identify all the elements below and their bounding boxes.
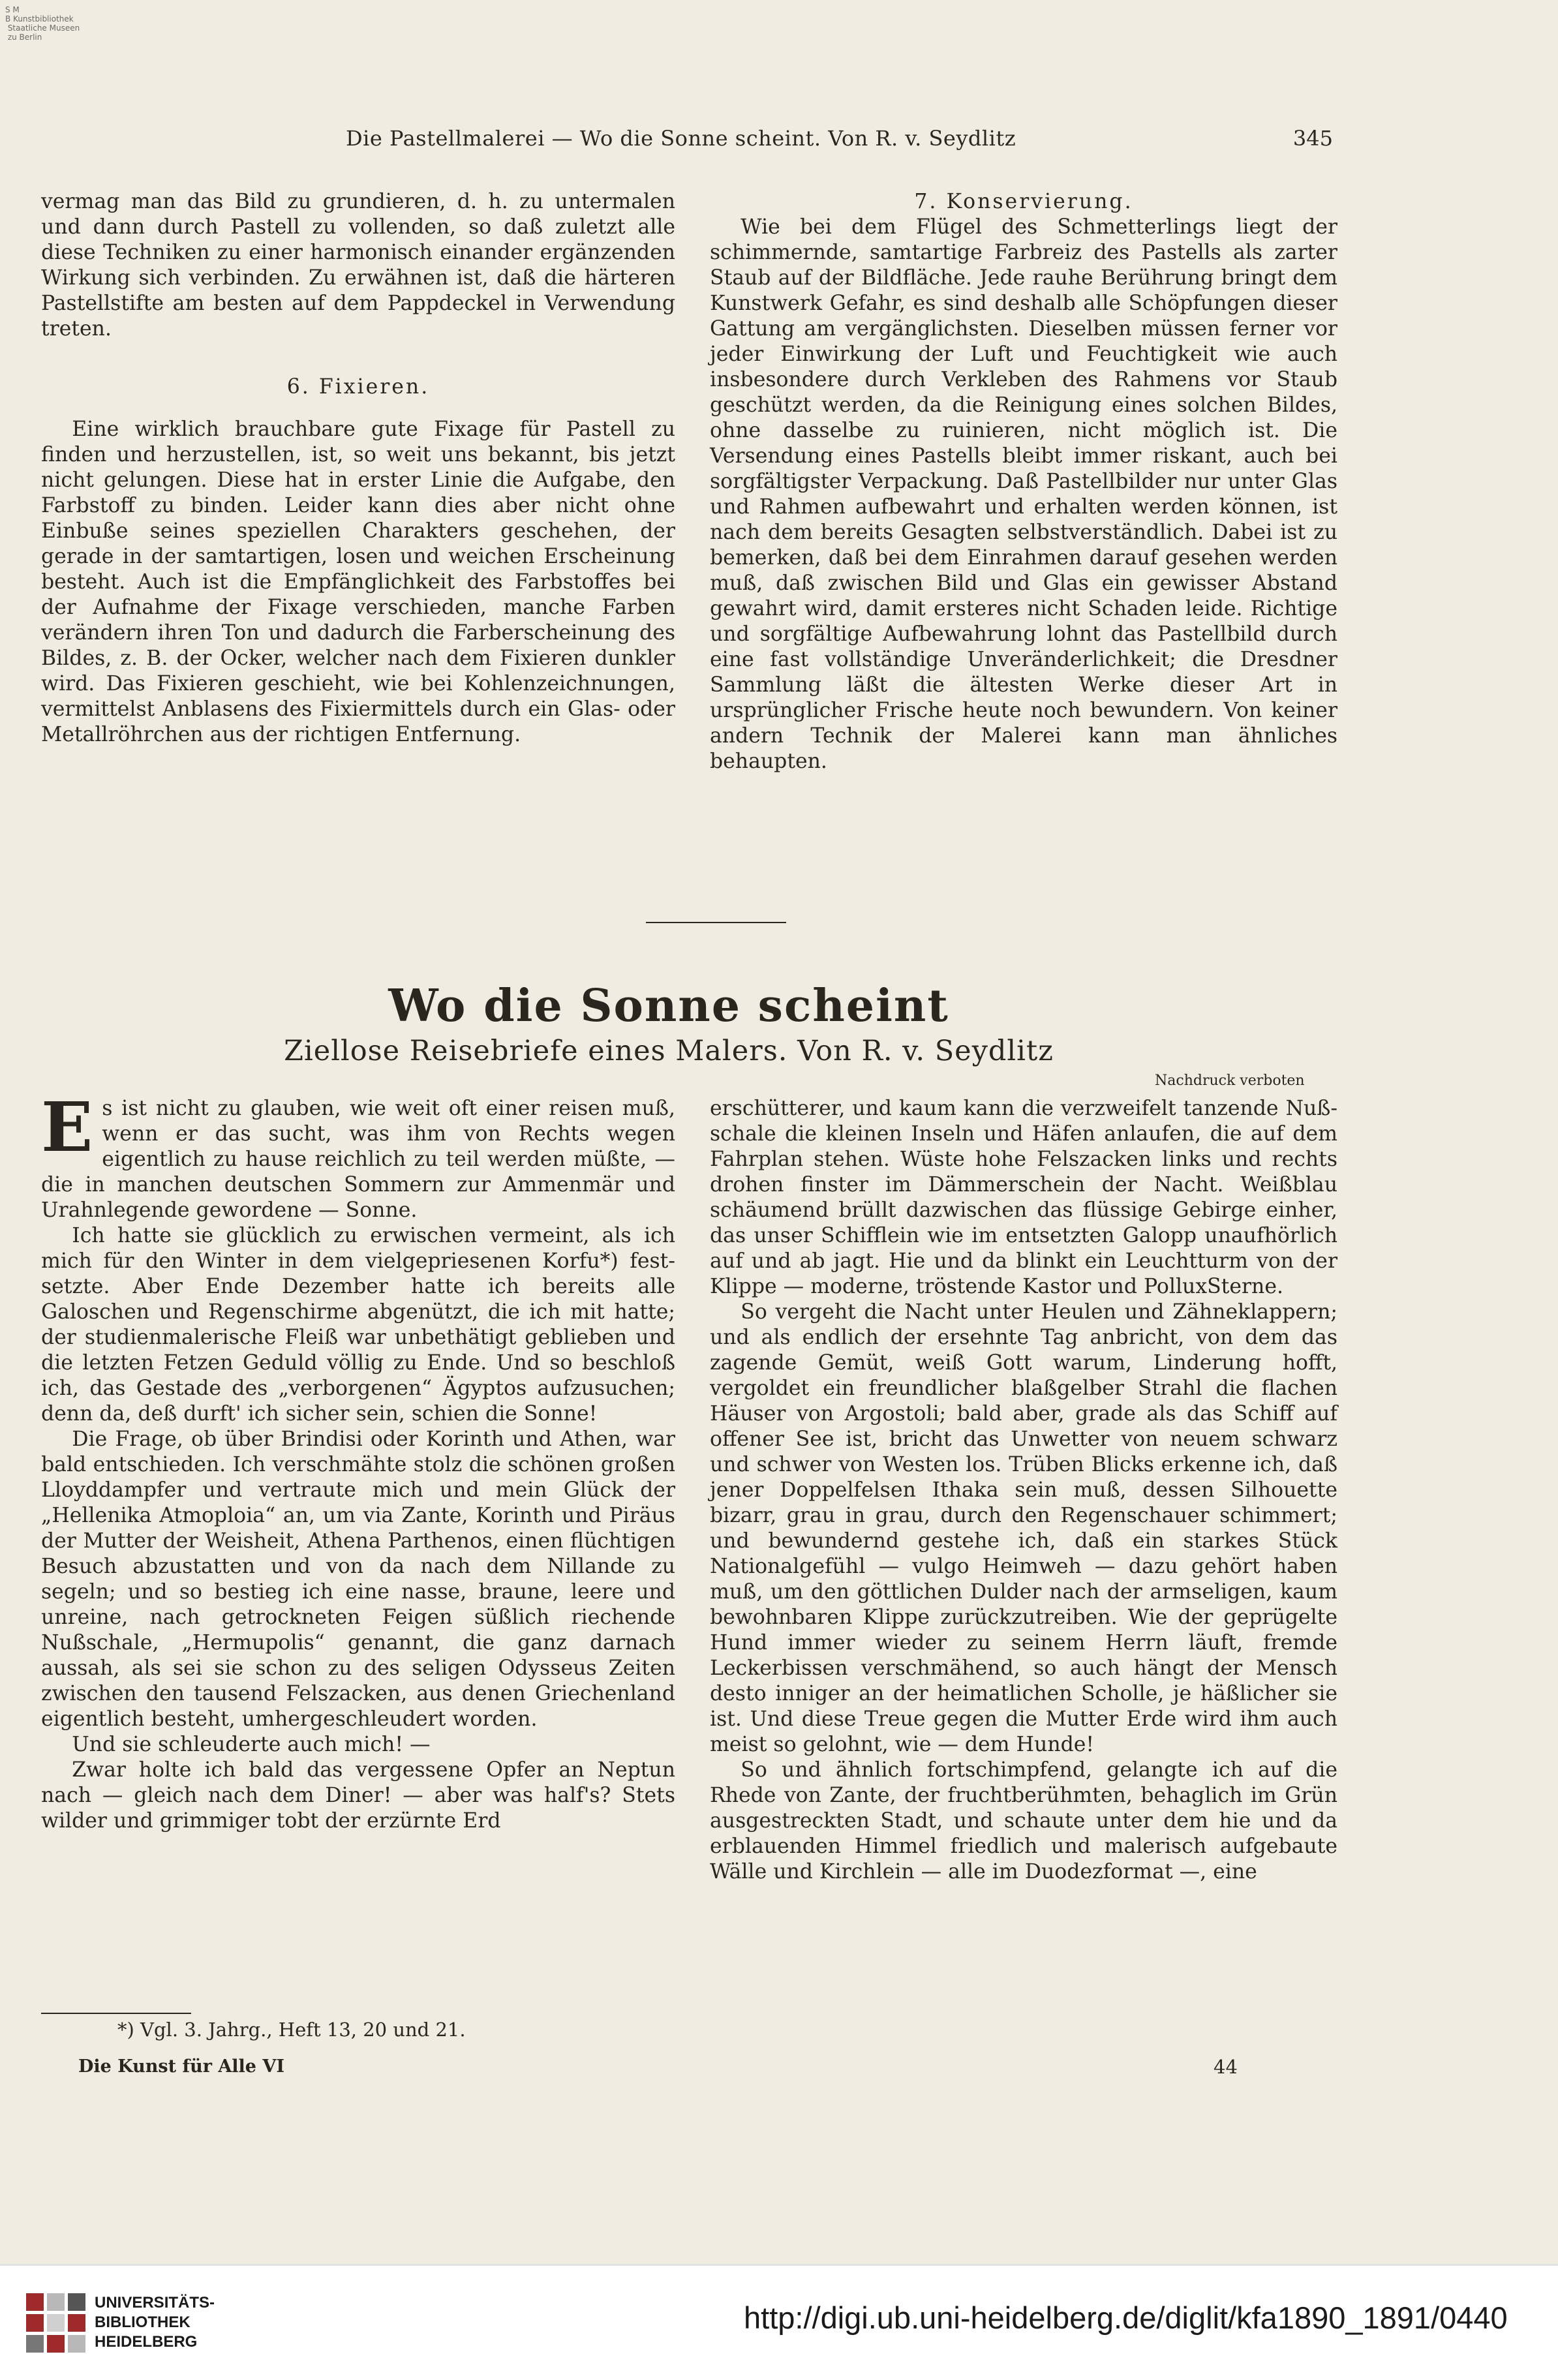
paragraph: Wie bei dem Flügel des Schmetterlings liegt der schimmernde, samtartige Farbreiz des Pastells als zarter Staub auf der Bildfläche. Jede rauhe Berührung bringt dem Kunstwerk Gefahr, es sind deshalb alle Schöpfungen dieser Gattung am vergänglichsten. Dieselben müssen ferner vor jeder Einwirkung der Luft und Feuchtigkeit wie auch insbesondere durch Verkleben des Rahmens vor Staub geschützt werden, da die Reinigung eines solchen Bildes, ohne dasselbe zu ruinieren, nicht möglich ist. Die Versendung eines Pastells bleibt immer riskant, auch bei sorgfältigster Verpackung. Daß Pastellbilder nur unter Glas und Rahmen aufbewahrt und erhalten werden können, ist nach dem bereits Gesagten selbstverständlich. Dabei ist zu bemerken, daß bei dem Einrahmen darauf gesehen werden muß, daß zwischen Bild und Glas ein gewisser Abstand gewahrt wird, damit ersteres nicht Schaden leide. Richtige und sorgfältige Aufbewahrung lohnt das Pastellbild durch eine fast vollständige Unveränderlichkeit; die Dresdner Sammlung läßt die ältesten Werke dieser Art in ursprünglicher Frische heute noch bewundern. Von keiner andern Technik der Malerei kann man ähnliches behaupten. xyxy=(710,215,1337,773)
library-name-line: HEIDELBERG xyxy=(95,2333,198,2351)
logo-square xyxy=(26,2314,44,2332)
logo-square xyxy=(26,2293,44,2311)
opening-paragraph: Es ist nicht zu glauben, wie weit oft einer reisen muß, wenn er das sucht, was ihm von Rechts wegen eigentlich zu hause reichlich zu teil werden müßte, — die in manchen deutschen Sommern zur Ammenmär und Urahnlegende gewordene — Sonne. xyxy=(41,1087,675,1222)
section-divider xyxy=(646,922,786,923)
paragraph: Ich hatte sie glücklich zu erwischen vermeint, als ich mich für den Winter in dem vielgepriesenen Korfu*) festsetzte. Aber Ende Dezember hatte ich bereits alle Galoschen und Regenschirme abgenützt, die ich mit hatte; der studienmalerische Fleiß war unbethätigt geblieben und die letzten Fetzen Geduld völlig zu Ende. Und so beschloß ich, das Gestade des „verborgenen“ Ägyptos aufzusuchen; denn da, deß durft' ich sicher sein, schien die Sonne! xyxy=(41,1224,675,1426)
lower-left-column xyxy=(41,1087,675,1834)
logo-square xyxy=(47,2314,65,2332)
article-subtitle: Ziellose Reisebriefe eines Malers. Von R. v. Seydlitz xyxy=(284,1035,1054,1067)
logo-square xyxy=(68,2314,85,2332)
permalink-url[interactable]: http://digi.ub.uni-heidelberg.de/diglit/kfa1890_1891/0440 xyxy=(744,2300,1508,2335)
museum-stamp: S M B Kunstbibliothek Staatliche Museen zu Berlin xyxy=(5,5,80,42)
library-name xyxy=(95,2293,215,2352)
paragraph: erschütterer, und kaum kann die verzweifelt tanzende Nußschale die kleinen Inseln und Häfen anlaufen, die auf dem Fahrplan stehen. Wüste hohe Felszacken links und rechts drohen finster im Dämmerschein der Nacht. Weißblau schäumend brüllt dazwischen das flüssige Gebirge einher, das unser Schifflein wie im entsetzten Galopp unaufhörlich auf und ab jagt. Hie und da blinkt ein Leuchtturm von der Klippe — moderne, tröstende Kastor und PolluxSterne. xyxy=(710,1097,1337,1298)
footnote: *) Vgl. 3. Jahrg., Heft 13, 20 und 21. xyxy=(117,2019,466,2041)
upper-left-column xyxy=(41,189,675,748)
library-bar xyxy=(0,2264,1558,2380)
logo-square xyxy=(47,2335,65,2353)
library-logo-icon xyxy=(26,2293,86,2353)
logo-square xyxy=(68,2293,85,2311)
paragraph: Die Frage, ob über Brindisi oder Korinth und Athen, war bald entschieden. Ich verschmähte stolz die schönen großen Lloyddampfer und vertraute mich und mein Glück der „Hellenika Atmoploia“ an, um via Zante, Korinth und Piräus der Mutter der Weisheit, Athena Parthenos, einen flüchtigen Besuch abzustatten und von da nach dem Nillande zu segeln; und so bestieg ich eine nasse, braune, leere und unreine, nach getrockneten Feigen süßlich riechende Nußschale, „Hermupolis“ genannt, die ganz darnach aussah, als sei sie schon zu des seligen Odysseus Zeiten zwischen den tausend Felszacken, aus denen Griechenland eigentlich besteht, umhergeschleudert worden. xyxy=(41,1427,675,1731)
lower-right-column xyxy=(710,1096,1337,1885)
reprint-notice: Nachdruck verboten xyxy=(1155,1073,1305,1089)
upper-right-column xyxy=(710,189,1337,774)
footnote-rule xyxy=(41,2013,191,2014)
section-heading-konservierung: 7. Konservierung. xyxy=(914,190,1133,213)
library-name-line: BIBLIOTHEK xyxy=(95,2313,191,2331)
journal-footer: Die Kunst für Alle VI xyxy=(78,2056,284,2077)
paragraph: So und ähnlich fortschimpfend, gelangte ich auf die Rhede von Zante, der fruchtberühmten, behaglich im Grün ausgestreckten Stadt, und schaute unter dem hie und da erblauenden Himmel friedlich und malerisch aufgebaute Wälle und Kirchlein — alle im Duodezformat —, eine xyxy=(710,1758,1337,1884)
paragraph: So vergeht die Nacht unter Heulen und Zähneklappern; und als endlich der ersehnte Tag anbricht, von dem das zagende Gemüt, weiß Gott warum, Linderung hofft, vergoldet ein freundlicher blaßgelber Strahl die flachen Häuser von Argostoli; bald aber, grade als das Schiff auf offener See ist, bricht das Unwetter von neuem schwarz und schwer von Westen los. Trüben Blicks erkenne ich, daß jener Doppelfelsen Ithaka sein muß, dessen Silhouette bizarr, grau in grau, durch den Regenschauer schimmert; und bewundernd gestehe ich, daß ein starkes Stück Nationalgefühl — vulgo Heimweh — dazu gehört haben muß, um den göttlichen Dulder nach der armseligen, kaum bewohnbaren Klippe zurückzutreiben. Wie der geprügelte Hund immer wieder zu seinem Herrn läuft, fremde Leckerbissen verschmähend, so auch hängt der Mensch desto inniger an der heimatlichen Scholle, je häßlicher sie ist. Und diese Treue gegen die Mutter Erde wird ihm auch meist so gelohnt, wie — dem Hunde! xyxy=(710,1300,1337,1756)
logo-square xyxy=(26,2335,44,2353)
paragraph: Und sie schleuderte auch mich! — xyxy=(72,1733,431,1756)
sheet-signature: 44 xyxy=(1214,2056,1238,2078)
logo-square xyxy=(47,2293,65,2311)
article-title: Wo die Sonne scheint xyxy=(388,980,949,1032)
logo-square xyxy=(68,2335,85,2353)
running-header: Die Pastellmalerei — Wo die Sonne scheint. Von R. v. Seydlitz xyxy=(346,126,1016,151)
library-name-line: UNIVERSITÄTS- xyxy=(95,2294,215,2311)
paragraph: vermag man das Bild zu grundieren, d. h. zu untermalen und dann durch Pastell zu vollenden, so daß zuletzt alle diese Techniken zu einer harmonisch einander ergänzenden Wirkung sich verbinden. Zu erwähnen ist, daß die härteren Pastellstifte am besten auf dem Pappdeckel in Verwendung treten. xyxy=(41,190,675,341)
page-number: 345 xyxy=(1292,126,1333,151)
section-heading-fixieren: 6. Fixieren. xyxy=(286,375,430,399)
paragraph: Zwar holte ich bald das vergessene Opfer an Neptun nach — gleich nach dem Diner! — aber was half's? Stets wilder und grimmiger tobt der erzürnte Erd xyxy=(41,1758,675,1833)
paragraph: Eine wirklich brauchbare gute Fixage für Pastell zu finden und herzustellen, ist, so weit uns bekannt, bis jetzt nicht gelungen. Diese hat in erster Linie die Aufgabe, den Farbstoff zu binden. Leider kann dies aber nicht ohne Einbuße seines speziellen Charakters geschehen, der gerade in der samtartigen, losen und weichen Erscheinung besteht. Auch ist die Empfänglichkeit des Farbstoffes bei der Aufnahme der Fixage verschieden, manche Farben verändern ihren Ton und dadurch die Farberscheinung des Bildes, z. B. der Ocker, welcher nach dem Fixieren dunkler wird. Das Fixieren geschieht, wie bei Kohlenzeichnungen, vermittelst Anblasens des Fixiermittels durch ein Glas- oder Metallröhrchen aus der richtigen Entfernung. xyxy=(41,418,675,746)
